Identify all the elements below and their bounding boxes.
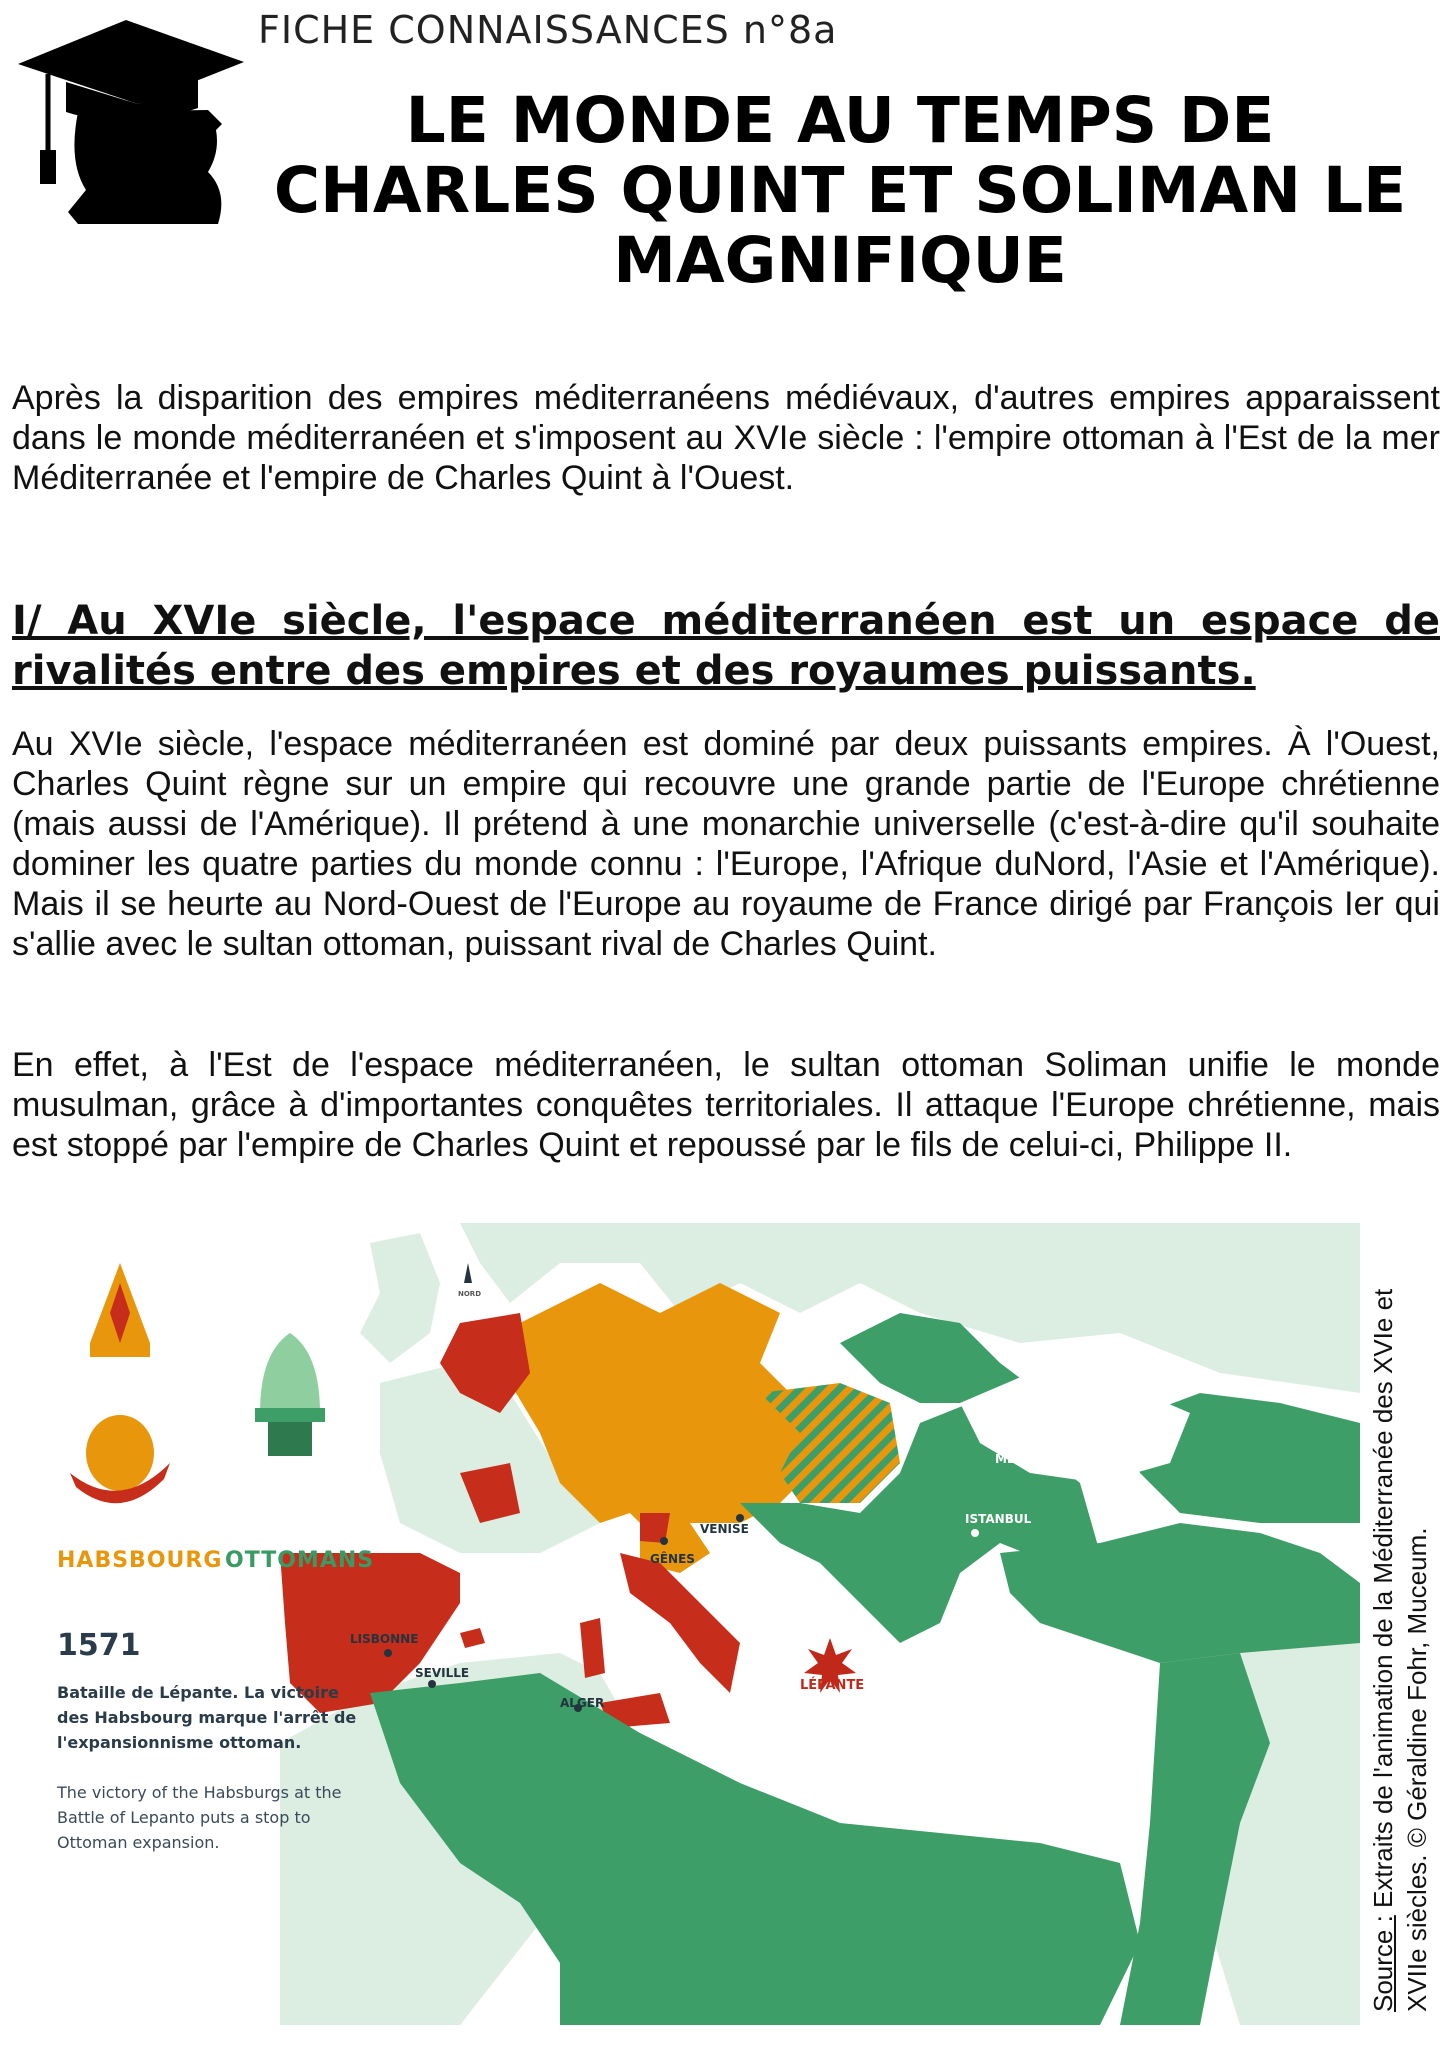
dot-genes — [660, 1537, 668, 1545]
dot-venise — [736, 1514, 744, 1522]
legend-ottomans: OTTOMANS — [225, 1548, 375, 1573]
map-figure — [40, 1223, 1360, 2025]
label-mer-noire: MER NOIRE — [995, 1452, 1071, 1466]
title-line-3: MAGNIFIQUE — [613, 224, 1067, 297]
label-lisbonne: LISBONNE — [350, 1632, 419, 1646]
section-paragraph-2: En effet, à l'Est de l'espace méditerranéen, le sultan ottoman Soliman unifie le monde musulman, grâce à d'importantes conquêtes territoriales. Il attaque l'Europe chrétienne, mais est stoppé par l'empire de Charles Quint et repoussé par le fils de celui-ci, Philippe II. — [12, 1046, 1440, 1164]
label-genes: GÊNES — [650, 1552, 695, 1566]
title-line-1: LE MONDE AU TEMPS DE — [405, 84, 1275, 157]
map-source-credit — [1366, 1222, 1434, 2012]
compass-label: NORD — [458, 1290, 482, 1298]
source-label: Source : — [1368, 1915, 1398, 2012]
dot-lisbonne — [384, 1649, 392, 1657]
page-title — [240, 86, 1440, 296]
graduate-silhouette-icon — [8, 12, 248, 232]
source-text: Extraits de l'animation de la Méditerranée des XVIe et XVIIe siècles. © Géraldine Fohr, Muceum. — [1368, 1288, 1432, 2012]
legend-caption-fr: Bataille de Lépante. La victoire des Habsbourg marque l'arrêt de l'expansionnisme ottoman. — [57, 1683, 357, 1752]
legend-habsbourg: HABSBOURG — [57, 1548, 223, 1573]
label-venise: VENISE — [700, 1522, 749, 1536]
section-paragraph-1: Au XVIe siècle, l'espace méditerranéen est dominé par deux puissants empires. À l'Ouest, Charles Quint règne sur un empire qui recouvre une grande partie de l'Europe chrétienne (mais aussi de l'Amérique). Il prétend à une monarchie universelle (c'est-à-dire qu'il souhaite dominer les quatre parties du monde connu : l'Europe, l'Afrique duNord, l'Asie et l'Amérique). Mais il se heurte au Nord-Ouest de l'Europe au royaume de France dirigé par François Ier qui s'allie avec le sultan ottoman, puissant rival de Charles Quint. — [12, 725, 1440, 963]
sheet-label: FICHE CONNAISSANCES n°8a — [258, 8, 838, 52]
label-lepante: LÉPANTE — [800, 1678, 865, 1693]
legend-year: 1571 — [57, 1628, 141, 1663]
title-line-2: CHARLES QUINT ET SOLIMAN LE — [273, 154, 1407, 227]
label-alger: ALGER — [560, 1696, 605, 1710]
intro-paragraph: Après la disparition des empires méditerranéens médiévaux, d'autres empires apparaissent dans le monde méditerranéen et s'imposent au XVIe siècle : l'empire ottoman à l'Est de la mer Méditerranée et l'empire de Charles Quint à l'Ouest. — [12, 379, 1440, 497]
label-istanbul: ISTANBUL — [965, 1512, 1032, 1526]
dot-istanbul — [971, 1529, 979, 1537]
dot-seville — [428, 1680, 436, 1688]
mediterranean-map — [40, 1223, 1360, 2025]
label-seville: SEVILLE — [415, 1666, 470, 1680]
legend-caption-en: The victory of the Habsburgs at the Battle of Lepanto puts a stop to Ottoman expansion. — [57, 1783, 342, 1852]
section-heading: I/ Au XVIe siècle, l'espace méditerranéen est un espace de rivalités entre des empires et des royaumes puissants. — [12, 598, 1440, 694]
